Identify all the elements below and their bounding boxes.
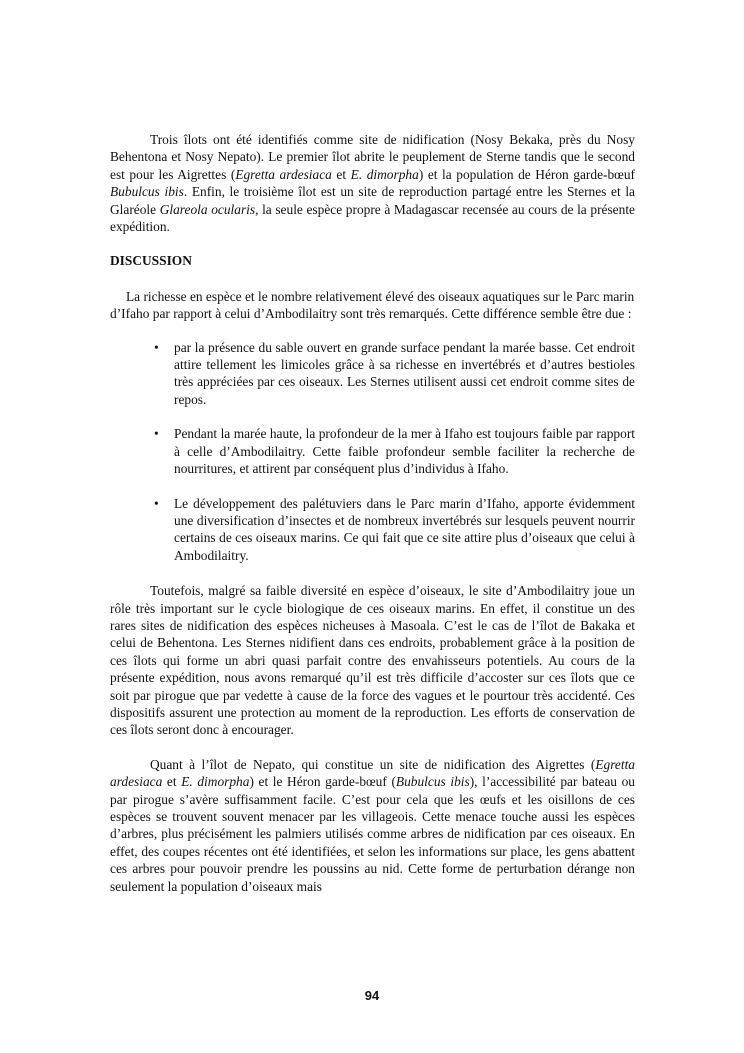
paragraph-ambodilaitry (110, 582, 635, 739)
text-segment: et (162, 774, 182, 790)
species-name: Bubulcus ibis (110, 184, 184, 200)
bullet-icon: • (154, 495, 159, 511)
text-segment: ), l’accessibilité par bateau ou par pirogue s’avère suffisamment facile. C’est pour cela que les œufs et les oisillons de ces espèces se trouvent souvent menacer par les villageois. Cette menace touche aussi les espèces d’arbres, plus précisément les palmiers utilisés comme arbres de nidification par ces oiseaux. En effet, des coupes récentes ont été identifiées, et selon les informations sur place, les gens abattent ces arbres pour pouvoir prendre les poussins au nid. Cette forme de perturbation dérange non seulement la population d’oiseaux mais (110, 774, 635, 894)
text-segment: Quant à l’îlot de Nepato, qui constitue un site de nidification des Aigrettes ( (150, 756, 596, 772)
species-name: Egretta ardesiaca (235, 166, 332, 182)
document-body (110, 131, 635, 912)
paragraph-nepato (110, 756, 635, 895)
bullet-icon: • (154, 339, 159, 355)
species-name: E. dimorpha (350, 166, 419, 182)
species-name: E. dimorpha (181, 774, 250, 790)
paragraph-nesting-sites (110, 131, 635, 235)
list-item-text: par la présence du sable ouvert en grande surface pendant la marée basse. Cet endroit attire tellement les limicoles grâce à sa richesse en invertébrés et d’autres bestioles très appréciées par ces oiseaux. Les Sternes utilisent aussi cet endroit comme sites de repos. (174, 339, 635, 407)
list-item (110, 495, 635, 565)
species-name: Bubulcus ibis (395, 774, 470, 790)
species-name: Glareola ocularis (159, 201, 256, 217)
species-name: Egretta ardesiaca (110, 756, 635, 790)
list-item (110, 339, 635, 409)
section-heading-discussion: DISCUSSION (110, 253, 192, 269)
list-item-text: Pendant la marée haute, la profondeur de la mer à Ifaho est toujours faible par rapport à celle d’Ambodilaitry. Cette faible profondeur semble faciliter la recherche de nourritures, et attirent par conséquent plus d’individus à Ifaho. (174, 426, 635, 477)
bullet-list (110, 339, 635, 564)
text-segment: . Enfin, le troisième îlot est un site de reproduction partagé entre les Sternes et la Glaréole (110, 184, 635, 217)
text-segment: ) et la population de Héron garde-bœuf (418, 166, 636, 182)
bullet-icon: • (154, 426, 159, 442)
paragraph-discussion-intro (110, 288, 635, 323)
text-segment: , la seule espèce propre à Madagascar recensée au cours de la présente expédition. (110, 201, 635, 235)
text-segment: Trois îlots ont été identifiés comme site de nidification (Nosy Bekaka, près du Nosy Behentona et Nosy Nepato). Le premier îlot abrite le peuplement de Sterne tandis que le second est pour les Aigrettes ( (110, 132, 635, 182)
page-number: 94 (364, 988, 380, 1003)
text-segment: et (331, 166, 351, 182)
list-item-text: Le développement des palétuviers dans le Parc marin d’Ifaho, apporte évidemment une diversification d’insectes et de nombreux invertébrés sur lesquels peuvent nourrir certains de ces oiseaux marins. Ce qui fait que ce site attire plus d’oiseaux que celui à Ambodilaitry. (174, 495, 635, 563)
text-segment: ) et le Héron garde-bœuf ( (249, 774, 396, 790)
list-item (110, 425, 635, 477)
text-segment: La richesse en espèce et le nombre relativement élevé des oiseaux aquatiques sur le Parc marin d’Ifaho par rapport à celui d’Ambodilaitry sont très remarqués. Cette différence semble être due : (110, 288, 635, 322)
text-segment: Toutefois, malgré sa faible diversité en espèce d’oiseaux, le site d’Ambodilaitry joue un rôle très important sur le cycle biologique de ces oiseaux marins. En effet, il constitue un des rares sites de nidification des espèces nicheuses à Masoala. C’est le cas de l’îlot de Bakaka et celui de Behentona. Les Sternes nidifient dans ces endroits, probablement grâce à la position de ces îlots qui forme un abri quasi parfait contre des envahisseurs potentiels. Au cours de la présente expédition, nous avons remarqué qu’il est très difficile d’accoster sur ces îlots que ce soit par pirogue que par vedette à cause de la force des vagues et le pourtour très accidenté. Ces dispositifs assurent une protection au moment de la reproduction. Les efforts de conservation de ces îlots seront donc à encourager. (110, 583, 635, 738)
